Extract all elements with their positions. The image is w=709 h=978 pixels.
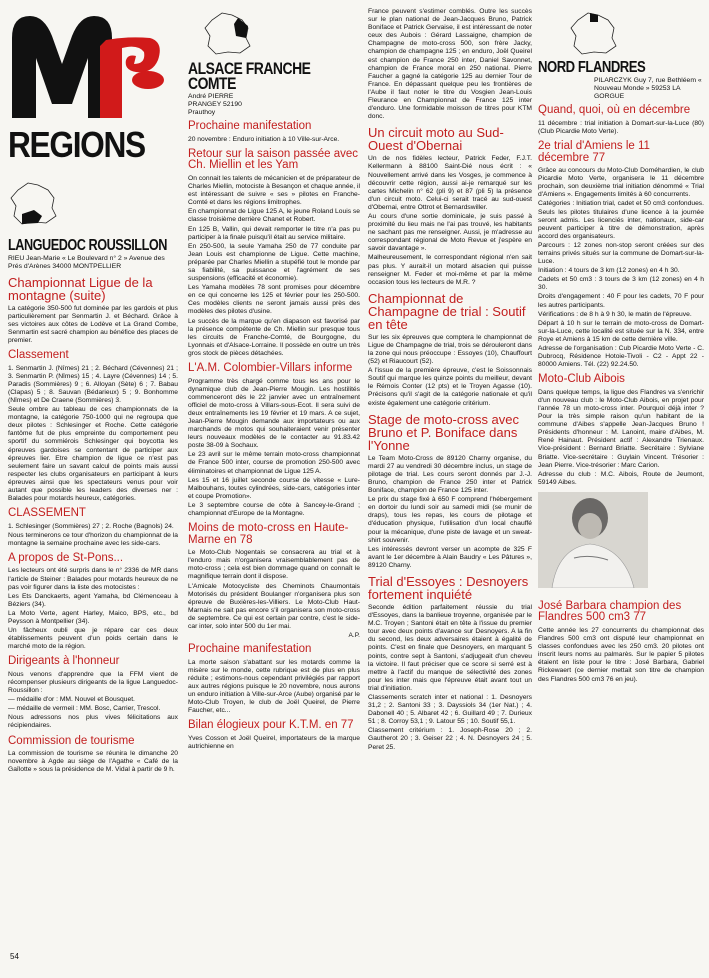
paragraph: Adresse de l'organisation : Cub Picardie Moto Verte - C. Dubrocq, Résidence Hotoie-Tivoli - C2 - Appt 22 - 80000 Amiens. Tél. (22) 92.24.50.: [538, 345, 704, 369]
section-title: Retour sur la saison passée avec Ch. Miellin et les Yam: [188, 147, 359, 172]
section-title: Classement: [8, 349, 69, 362]
paragraph: Grâce au concours du Moto-Club Doméhardien, le club Picardie Moto Verte, organisera le 11 décembre prochain, son deuxième trial initiation dénommé « Trial d'Amiens ». Engagements limités à 60 concurrents.: [538, 167, 704, 199]
logo-title: REGIONS: [8, 124, 145, 165]
section-title: Prochaine manifestation: [188, 643, 312, 656]
paragraph: Cette année les 27 concurrents du championnat des Flandres 500 cm3 ont disputé leur championnat en classes confondues avec les 250 cm3. 20 pilotes ont inscrit leurs noms au palmarès. Sur le papier 5 pilotes étaient en liste pour le titre : José Barbara, Gabriel Rickewaert (ce dernier mettait son titre de champion des Flandres 500 cm3 76 en jeu).: [538, 626, 704, 683]
paragraph: Classement critérium : 1. Joseph-Rose 20 ; 2. Gautherot 20 ; 3. Geiser 22 ; 4. N. Desnoyers 24 ; 5. Peret 25.: [368, 727, 532, 751]
page-number: 54: [10, 952, 19, 961]
paragraph: Le Moto-Club Nogentais se consacrera au trial et à l'enduro mais n'organisera vraisemblablement pas de moto-cross ; cela est bien dommage quand on connaît le magnifique terrain dont il dispose.: [188, 549, 360, 581]
section-title: Commission de tourisme: [8, 734, 135, 747]
paragraph: Le 3 septembre course de côte à Sancey-le-Grand ; championnat d'Europe de la Montagne.: [188, 501, 360, 518]
paragraph: Malheureusement, le correspondant régional n'en sait pas plus. Y aurait-il un motard alsacien qui puisse renseigner M. Feder et moi-même et par la même occasion tous les lecteurs de M.R. ?: [368, 254, 532, 286]
section-title: Championnat de Champagne de trial : Soutif en tête: [368, 290, 526, 332]
france-map-icon: [202, 10, 254, 56]
paragraph: Seconde édition parfaitement réussie du trial d'Essoyes, dans la banlieue troyenne, organisée par le M.C. Troyen ; Santoni était en tête à l'issue du premier tour avec deux points d'avance sur Desnoyers. A la fin du second, les deux adversaires étaient à égalité de points. C'est en finale que Desnoyers, en marquant 5 points, contre sept à Santoni, s'adjugeait d'un cheveu la victoire. Il faut préciser que ce score si serré est à mettre à l'actif du manque de sélectivité des zones pour les inter mais que l'épreuve était avant tout un trial d'initiation.: [368, 603, 532, 692]
paragraph: France peuvent s'estimer comblés. Outre les succès sur le plan national de Jean-Jacques Bruno, Patrick Boniface et Patrick Gervaise, il est intéressant de noter ceux des Aubois : Gérard Lassaigne, champion de Champagne de moto-cross 500, son frère Jacky, champion de champagne 125 ; en enduro, Joël Queirel est champion de France 250 inter, Daniel Savonnet, champion de France moral en 250 national. Pierre Faucher a gagné la catégorie 125 au dernier Tour de France. En dépassant quelque peu les frontières de l'Aube il faut noter le titre du Vosgien Jean-Louis Fleurance en Championnat de France 125 inter d'enduro. Une formidable moisson de titres pour KTM donc.: [368, 8, 532, 121]
paragraph: Catégories : Initiation trial, cadet et 50 cm3 confondues. Seuls les pilotes titulaires d'une licence à la journée seront admis. Les licenciés inter, nationaux, side-car peuvent participer à titre de démonstration, après accord des organisateurs.: [538, 200, 704, 240]
paragraph: 11 décembre : trial initiation à Domart-sur-la-Luce (80) (Club Picardie Moto Verte).: [538, 119, 704, 135]
paragraph: Initiation : 4 tours de 3 km (12 zones) en 4 h 30.: [538, 267, 680, 275]
paragraph: Au cours d'une sortie dominicale, je suis passé à proximité du lieu mais ne l'ai pas trouvé, les habitants ne sachant pas me renseigner. Aussi, je m'adresse au correspondant régional de Moto Revue et j'espère en savoir davantage ».: [368, 212, 532, 253]
mr-logo-icon: [8, 8, 168, 126]
column-languedoc: [8, 8, 178, 968]
paragraph: — médaille de vermeil : MM. Bosc, Carrier, Trescol.: [8, 705, 161, 713]
paragraph: Les Yamaha modèles 78 sont promises pour décembre en ce qui concerne les 125 et février pour les 250-500. Ces modèles clients ne seront jamais aussi près des modèles des pilotes d'usine.: [188, 284, 360, 316]
region-title: LANGUEDOC ROUSSILLON: [8, 237, 167, 254]
paragraph: La commission de tourisme se réunira le dimanche 20 novembre à Agde au siège de l'Agathe « Café de la Gaîlotte » sous la présidence de M. Vidal à partir de 9 h.: [8, 750, 178, 774]
paragraph: 20 novembre : Enduro initiation à 10 Ville-sur-Arce.: [188, 135, 340, 143]
paragraph: Les Ets Danckaerts, agent Yamaha, bd Clémenceau à Béziers (34).: [8, 592, 178, 608]
paragraph: Classements scratch inter et national : 1. Desnoyers 31,2 ; 2. Santoni 33 ; 3. Dayssiols 34 (1er Nat.) ; 4. Dabonell 40 ; 5. Albaret 42 ; 6. Guillard 49 ; 7. Durieux 51 ; 8. Corroy 53,1 ; 9. Latour 55 ; 10. Soutif 55,1.: [368, 694, 532, 726]
rider-photo: [538, 492, 648, 588]
paragraph: Le Team Moto-Cross de 89120 Charny organise, du mardi 27 au vendredi 30 décembre inclus, un stage de pilotage de trial. Les cours seront donnés par J.-J. Bruno, champion de France 250 inter et Patrick Boniface, champion de France 125 inter.: [368, 454, 532, 495]
section-title: A propos de St-Pons...: [8, 551, 124, 564]
correspondent-address: André PIERRE PRANGEY 52190 Prauthoy: [188, 93, 242, 116]
paragraph: Yves Cosson et Joël Queirel, importateurs de la marque autrichienne en: [188, 734, 360, 750]
mr-regions-logo: [8, 8, 168, 168]
paragraph: Cadets et 50 cm3 : 3 tours de 3 km (12 zones) en 4 h 30.: [538, 276, 704, 292]
correspondent-address: RIEU Jean-Marie « Le Boulevard n° 2 » Avenue des Prés d'Arènes 34000 MONTPELLIER: [8, 255, 165, 270]
paragraph: Un de nos fidèles lecteur, Patrick Feder, F.J.T. Kellermann à 88100 Saint-Dié nous écrit : « Nouvellement arrivé dans les Vosges, je commence à découvrir cette région, aussi ai-je remarqué sur les cartes Michelin n° 62 (pli 9) et 87 (pli 5) la présence d'un circuit moto. Celui-ci serait tracé au sud-ouest d'Obernai, entre Ottrot et Bernardswiller.: [368, 155, 532, 211]
paragraph: La catégorie 350-500 fut dominée par les gardois et plus particulièrement par Senmartin J. et Béchard. Grâce à ses victoires aux côtes de Lodève et La Grand Combe, Senmartin est sacré champion au bénéfice des places de premier.: [8, 304, 178, 344]
paragraph: On connait les talents de mécanicien et de préparateur de Charles Miellin, motociste à Besançon et chaque année, il est intéressant de suivre « ses » pilotes en Franche-Comté et dans les régions limitrophes.: [188, 174, 360, 207]
paragraph: Départ à 10 h sur le terrain de moto-cross de Domart-sur-la-Luce, cette localité est située sur la N. 334, entre Roye et Amiens à 15 km de cette dernière ville.: [538, 319, 704, 343]
paragraph: Droits d'engagement : 40 F pour les cadets, 70 F pour les autres participants.: [538, 293, 704, 309]
paragraph: Nous terminerons ce tour d'horizon du championnat de la montagne la semaine prochaine avec les side-cars.: [8, 531, 178, 547]
author-initials: A.P.: [348, 632, 360, 640]
paragraph: Le succès de la marque qu'en diapason est favorisé par la présence compétente de Ch. Miellin sur presque tous les circuits de Franche-Comté, de Bourgogne, du Lyonnais et d'Alsace-Lorraine. Il possède en outre un très gros stock de pièces détachées.: [188, 317, 360, 357]
column-nord: [538, 8, 704, 973]
section-title: Stage de moto-cross avec Bruno et P. Boniface dans l'Yonne: [368, 411, 520, 453]
paragraph: Nous venons d'apprendre que la FFM vient de récompenser plusieurs dirigeants de la ligue Languedoc-Roussillon :: [8, 670, 178, 695]
paragraph: Nous adressons nos plus vives félicitations aux récipiendaires.: [8, 714, 178, 730]
section-title: Trial d'Essoyes : Desnoyers fortement inquiété: [368, 573, 529, 602]
paragraph: En 250-500, la seule Yamaha 250 de 77 conduite par Jean Louis est championne de Ligue. Cette machine, préparée par Charles Miellin a stupéfié tout le monde par sa fiabilité, sa puissance et l'agrément de ses suspensions (efficacité et économie).: [188, 242, 360, 283]
section-title: José Barbara champion des Flandres 500 cm3 77: [538, 599, 682, 624]
paragraph: 1. Senmartin J. (Nîmes) 21 ; 2. Béchard (Cévennes) 21 ; 3. Senmartin P. (Nîmes) 15 ; 4. Layre (Cévennes) 14 ; 5. Paradis (Sommières) 9 ; 6. Alloyan (Sète) 6 ; 7. Babau (Clapas) 5 ; 8. Sauvan (Bédarieux) 5 ; 9. Bonhomme (Nîmes) et De Craene (Sommières) 3.: [8, 364, 178, 404]
section-title: Moins de moto-cross en Haute-Marne en 78: [188, 522, 349, 546]
paragraph: La Moto Verte, agent Harley, Maico, BPS, etc., bd Peysson à Montpellier (34).: [8, 609, 178, 625]
paragraph: La morte saison s'abattant sur les motards comme la misère sur le monde, cette rubrique est de plus en plus réduite ; estimons-nous cependant privilégiés par rapport aux autres régions puisque le 20 novembre, nous aurons un enduro initiation à Ville-sur-Arce (Aube) organisé par le Moto-Club Troyen, le club de Joël Queirel, de Pierre Faucher, etc...: [188, 658, 360, 715]
paragraph: 1. Schlesinger (Sommières) 27 ; 2. Roche (Bagnols) 24.: [8, 522, 174, 530]
paragraph: Adresse du club : M.C. Aibois, Route de Jeumont, 59149 Aibes.: [538, 470, 704, 486]
paragraph: En 125 B, Vallin, qui devait remporter le titre n'a pas pu participer à la finale puisqu'il était au service militaire.: [188, 225, 360, 241]
paragraph: Le prix du stage fixé à 650 F comprend l'hébergement en dortoir du lundi soir au samedi midi (se munir de draps), tous les repas, les cours de pilotage et d'éducation physique, l'utilisation d'un local chauffé pour la mécanique, d'une piste de lavage et un sweat-shirt souvenir.: [368, 496, 532, 544]
paragraph: Programme très chargé comme tous les ans pour le dynamique club de Jean-Pierre Mougin. Les hostilités commenceront dès le 22 janvier avec un entraînement officiel de moto-cross à Villars-sous-Ecot. Il sera suivi de deux entraînements les 19 février et 19 mars. A ce sujet, Jean-Pierre Mougin demande aux importateurs ou aux marchands de motos qui souhaiteraient venir présenter leurs nouveaux modèles de le contacter au 91.83.42 poste 38-09 à Sochaux.: [188, 377, 360, 450]
paragraph: Dans quelque temps, la ligue des Flandres va s'enrichir d'un nouveau club : le Moto-Club Aibois, en projet pour l'année 78 un moto-cross inter. Pourquoi déjà inter ? Pour la très simple raison qu'un habitant de la commune d'Aibes s'appelle Jean-Jacques Bruno ! Présidents d'honneur : M. Lanoint, maire d'Aibes, M. René Hainaut. Président actif : Alexandre Trienaux. Vice-président : Bernard Briatte. Secrétaire : Sylviane Briatte. Vice-secrétaire : Guylain Vincent. Trésorier : Jean Pierre. Vice-trésorier : Marc Carion.: [538, 388, 704, 469]
paragraph: En championnat de Ligue 125 A, le jeune Roland Louis se classe troisième derrière Chanet et Robert.: [188, 208, 360, 224]
section-title: Un circuit moto au Sud-Ouest d'Obernai: [368, 125, 504, 154]
section-title: L'A.M. Colombier-Villars informe: [188, 362, 353, 375]
section-title: Championnat Ligue de la montagne (suite): [8, 274, 153, 303]
paragraph: — médaille d'or : MM. Nouvel et Bousquet.: [8, 696, 135, 704]
paragraph: Vérifications : de 8 h à 9 h 30, le matin de l'épreuve.: [538, 310, 692, 318]
region-title: ALSACE FRANCHE COMTE: [188, 59, 311, 93]
paragraph: Le 23 avril sur le même terrain moto-cross championnat de France 500 inter, course de promotion 250-500 avec éliminatoires et championnat de Ligue 125 A.: [188, 451, 360, 475]
paragraph: Sur les six épreuves que comptera le championnat de Ligue de Champagne de trial, trois se dérouleront dans la zone qui nous préoccupe : Essoyes (10), Chauffourt (52) et Riaucourt (52).: [368, 333, 532, 366]
section-title: CLASSEMENT: [8, 507, 86, 520]
section-title: Moto-Club Aibois: [538, 373, 625, 386]
section-title: 2e trial d'Amiens le 11 décembre 77: [538, 140, 650, 164]
correspondent-address: PILARCZYK Guy 7, rue Bethléem « Nouveau Monde » 59253 LA GORGUE: [594, 77, 702, 100]
section-title: Quand, quoi, où en décembre: [538, 104, 691, 117]
column-alsace: [188, 8, 360, 973]
paragraph: L'Amicale Motocycliste des Cheminots Chaumontais Motorisés du président Boulanger n'organisera plus son épreuve de Buxières-les-Villiers. Le Moto-Club Haut-Marnais ne sait pas encore s'il organisera son moto-cross de septembre. Ce qui est certain par contre, c'est le side-car inter, solo inter 500 du 1er mai.: [188, 582, 360, 630]
region-title: NORD FLANDRES: [538, 59, 646, 76]
paragraph: Les 15 et 16 juillet seconde course de vitesse « Lure-Malbouhans, toutes cylindrées, side-cars, catégories inter et coupe Promotion».: [188, 476, 360, 500]
paragraph: Les lecteurs ont été surpris dans le n° 2336 de MR dans l'article de Steiner : Balades pour motards heureux de ne pas voir figurer dans la liste des motocistes :: [8, 567, 178, 591]
column-continued: [368, 8, 532, 973]
france-map-icon: [568, 10, 620, 56]
section-title: Dirigeants à l'honneur: [8, 655, 120, 668]
paragraph: A l'issue de la première épreuve, c'est le Soissonnais Soutif qui marque les quinze points du meilleur, devant le Rémois Conter (12 pts) et le Troyen Agasse (10). Précisons qu'il s'agit de la catégorie nationale et qu'il existe également une catégorie critérium.: [368, 367, 532, 407]
paragraph: Les intéressés devront verser un acompte de 325 F avant le 1er décembre à Alain Baudry « Les Pâtures », 89120 Charny.: [368, 545, 532, 569]
france-map-icon: [8, 180, 60, 226]
section-title: Prochaine manifestation: [188, 120, 312, 133]
paragraph: Seule ombre au tableau de ces championnats de la montagne, la catégorie 750-1000 qui ne regroupa que deux pilotes : Schlesinger et Roche. Cette catégorie fantôme fut de plus empreinte du comportement peu sportif du sommiérois Schlesinger qui boycotta les épreuves gardoises se contentant de participer aux épreuves lier. Etre champion de ligue ce n'est pas seulement faire un savant calcul de points mais aussi respecter les clubs organisateurs en participant à leurs épreuves ainsi que les spectateurs venus pour voir autant que possible les leaders des diverses ner : Balades pour motards heureux, catégories.: [8, 406, 178, 503]
paragraph: Parcours : 12 zones non-stop seront créées sur des terrains privés situés sur la commune de Domart-sur-la-Luce.: [538, 241, 704, 266]
section-title: Bilan élogieux pour K.T.M. en 77: [188, 719, 354, 732]
paragraph: Un fâcheux oubli que je répare car ces deux établissements peuvent d'un poids certain dans le marché moto de la région.: [8, 627, 178, 651]
